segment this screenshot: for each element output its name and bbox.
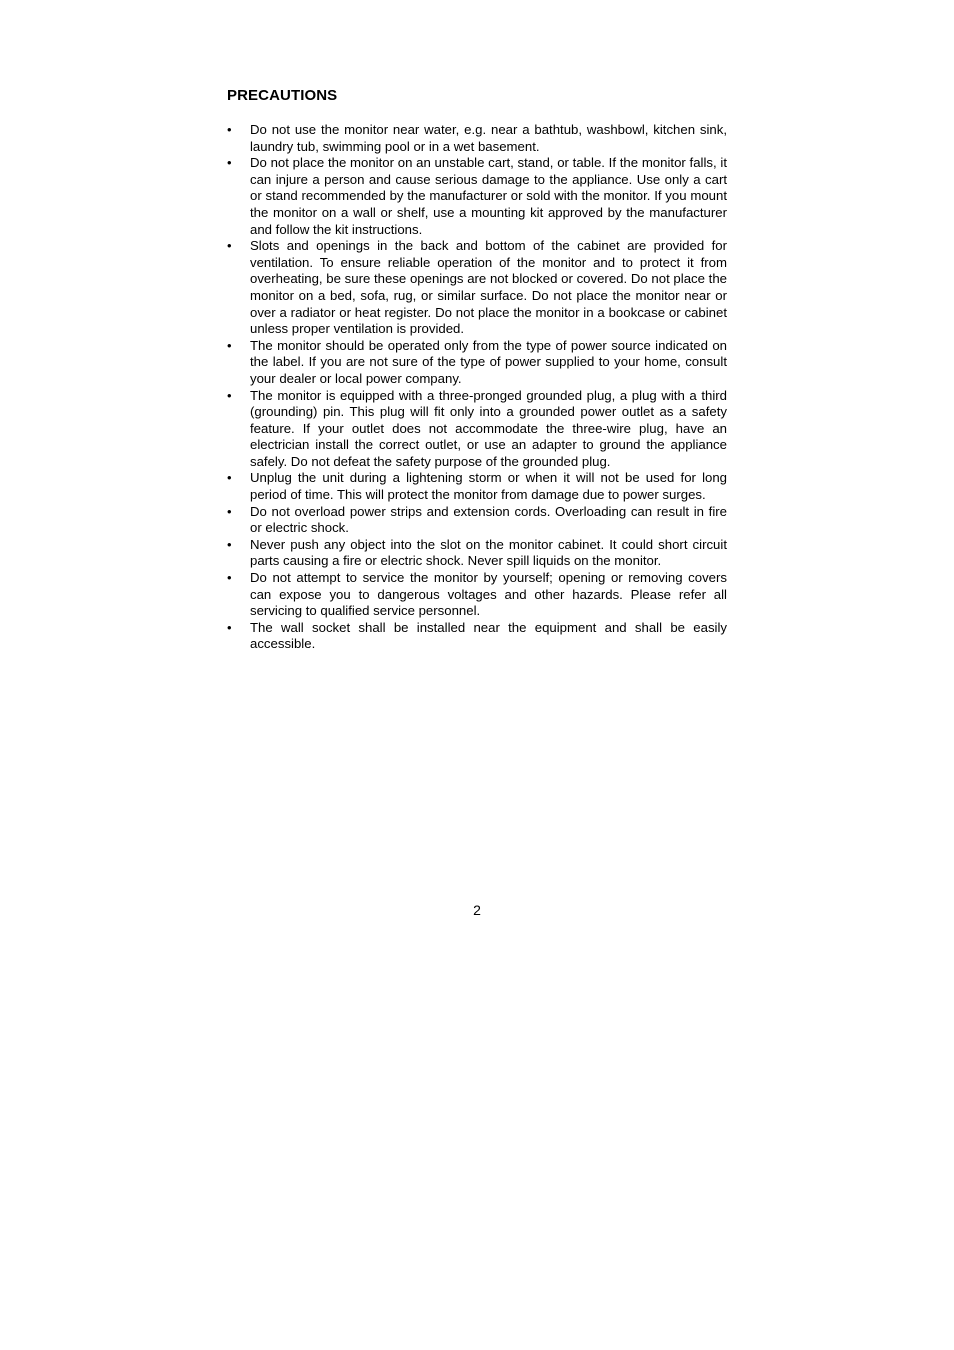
list-item-text: Do not use the monitor near water, e.g. near a bathtub, washbowl, kitchen sink, laundry tub, swimming pool or in a wet basement.: [250, 122, 727, 154]
list-item: [227, 122, 727, 155]
bullet-icon: •: [227, 337, 232, 353]
list-item-text: Never push any object into the slot on the monitor cabinet. It could short circuit parts causing a fire or electric shock. Never spill liquids on the monitor.: [250, 536, 727, 569]
list-item-text: Do not place the monitor on an unstable cart, stand, or table. If the monitor falls, it can injure a person and cause serious damage to the appliance. Use only a cart or stand recommended by the manufacturer or sold with the monitor. If you mount the monitor on a wall or shelf, use a mounting kit approved by the manufacturer and follow the kit instructions.: [250, 155, 727, 237]
bullet-icon: •: [227, 122, 232, 137]
list-item: [227, 537, 727, 570]
list-item: [227, 338, 727, 388]
bullet-icon: •: [227, 570, 232, 586]
list-item: [227, 504, 727, 537]
list-item-text: The monitor should be operated only from the type of power source indicated on the label. If you are not sure of the type of power supplied to your home, consult your dealer or local power company.: [250, 337, 727, 386]
list-item: [227, 570, 727, 620]
list-item-text: Do not overload power strips and extension cords. Overloading can result in fire or electric shock.: [250, 503, 727, 536]
bullet-icon: •: [227, 387, 232, 403]
bullet-icon: •: [227, 155, 232, 171]
list-item-text: Do not attempt to service the monitor by yourself; opening or removing covers can expose you to dangerous voltages and other hazards. Please refer all servicing to qualified service personnel.: [250, 570, 727, 619]
precautions-list: [227, 122, 727, 653]
list-item: [227, 470, 727, 503]
bullet-icon: •: [227, 503, 232, 519]
list-item: [227, 155, 727, 238]
list-item-text: Unplug the unit during a lightening storm or when it will not be used for long period of time. This will protect the monitor from damage due to power surges.: [250, 470, 727, 503]
list-item: [227, 620, 727, 653]
bullet-icon: •: [227, 619, 232, 635]
list-item-text: The wall socket shall be installed near the equipment and shall be easily accessible.: [250, 619, 727, 652]
bullet-icon: •: [227, 470, 232, 486]
bullet-icon: •: [227, 536, 232, 552]
list-item-text: Slots and openings in the back and bottom of the cabinet are provided for ventilation. To ensure reliable operation of the monitor and to protect it from overheating, be sure these openings are not blocked or covered. Do not place the monitor on a bed, sofa, rug, or similar surface. Do not place the monitor near or over a radiator or heat register. Do not place the monitor in a bookcase or cabinet unless proper ventilation is provided.: [250, 238, 727, 337]
page-number: 2: [473, 902, 481, 918]
bullet-icon: •: [227, 238, 232, 254]
page-heading: PRECAUTIONS: [227, 87, 338, 104]
list-item: [227, 238, 727, 338]
list-item: [227, 388, 727, 471]
list-item-text: The monitor is equipped with a three-pronged grounded plug, a plug with a third (grounding) pin. This plug will fit only into a grounded power outlet as a safety feature. If your outlet does not accommodate the three-wire plug, have an electrician install the correct outlet, or use an adapter to ground the appliance safely. Do not defeat the safety purpose of the grounded plug.: [250, 387, 727, 469]
